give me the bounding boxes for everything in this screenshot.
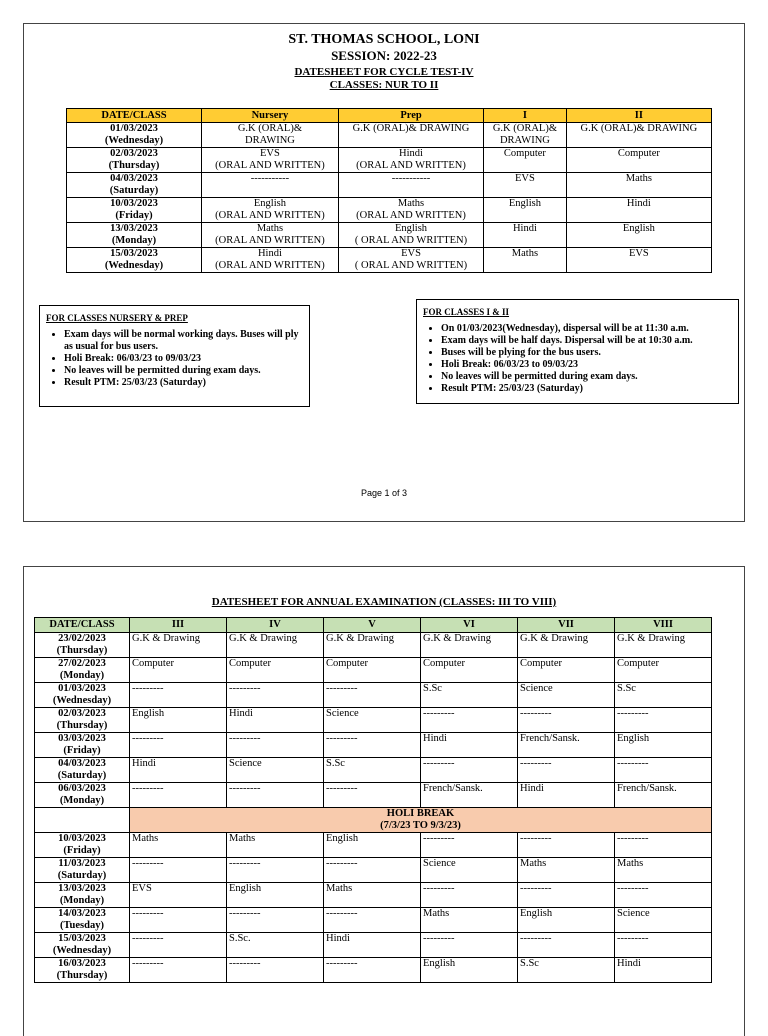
table-cell: --------- (421, 933, 518, 958)
subject-note: (ORAL AND WRITTEN) (356, 160, 466, 171)
table-cell: --------- (130, 733, 227, 758)
annual-exam-table (34, 617, 712, 983)
day-text: (Saturday) (57, 870, 107, 881)
table-cell: EVS (130, 883, 227, 908)
table-cell (202, 223, 339, 248)
table-header-row (67, 109, 712, 123)
date-cell (35, 733, 130, 758)
table-cell: English (421, 958, 518, 983)
table-cell: Hindi (421, 733, 518, 758)
table-row (67, 198, 712, 223)
note-item: • Exam days will be half days. Dispersal will be at 10:30 a.m. (441, 335, 738, 347)
classes-subtitle: CLASSES: NUR TO II (329, 79, 439, 91)
table-cell: --------- (227, 783, 324, 808)
header-class-ii: II (566, 109, 711, 123)
table-cell: --------- (227, 683, 324, 708)
page-2 (23, 566, 745, 1036)
table-cell (338, 223, 483, 248)
day-text: (Monday) (59, 670, 105, 681)
table-cell: --------- (324, 908, 421, 933)
table-cell (566, 123, 711, 148)
header-class-iii: III (130, 618, 227, 633)
subject-note: (ORAL AND WRITTEN) (356, 210, 466, 221)
date-cell (67, 198, 202, 223)
subject-text: English (253, 198, 286, 209)
table-cell: --------- (130, 958, 227, 983)
subject-note: ( ORAL AND WRITTEN) (354, 260, 468, 271)
table-row (35, 683, 712, 708)
date-cell (35, 958, 130, 983)
table-row (35, 758, 712, 783)
table-cell: --------- (130, 858, 227, 883)
table-row (35, 733, 712, 758)
table-row (35, 633, 712, 658)
table-cell: Maths (130, 833, 227, 858)
table-row (35, 708, 712, 733)
table-cell (202, 198, 339, 223)
page-number: Page 1 of 3 (360, 488, 408, 498)
header-class-i: I (484, 109, 567, 123)
header-date-class: DATE/CLASS (35, 618, 130, 633)
day-text: (Monday) (59, 795, 105, 806)
table-row (35, 908, 712, 933)
date-cell (35, 633, 130, 658)
date-cell (35, 908, 130, 933)
subject-text: Computer (503, 148, 546, 159)
day-text: (Friday) (115, 210, 153, 221)
table-cell: G.K & Drawing (227, 633, 324, 658)
day-text: (Thursday) (56, 645, 108, 656)
table-cell (484, 248, 567, 273)
subject-text: Maths (256, 223, 284, 234)
table-cell (338, 148, 483, 173)
table-cell: G.K & Drawing (324, 633, 421, 658)
page-gap (0, 523, 768, 565)
table-cell: Maths (518, 858, 615, 883)
subject-text: EVS (515, 173, 535, 184)
table-row (35, 933, 712, 958)
table-cell: --------- (421, 883, 518, 908)
table-cell: --------- (324, 783, 421, 808)
subject-text: English (394, 223, 428, 234)
table-cell: Maths (421, 908, 518, 933)
table-cell (484, 223, 567, 248)
date-cell (35, 783, 130, 808)
table-cell: --------- (324, 733, 421, 758)
date-text: 16/03/2023 (58, 958, 106, 969)
table-cell: --------- (518, 883, 615, 908)
subject-text: ----------- (391, 173, 431, 184)
table-cell: English (130, 708, 227, 733)
table-cell: Maths (324, 883, 421, 908)
date-text: 15/03/2023 (110, 248, 158, 259)
header-class-iv: IV (227, 618, 324, 633)
table-row (35, 783, 712, 808)
table-cell: Hindi (324, 933, 421, 958)
date-text: 01/03/2023 (58, 683, 106, 694)
table-cell: --------- (130, 683, 227, 708)
table-cell: Computer (227, 658, 324, 683)
date-text: 14/03/2023 (58, 908, 106, 919)
table-cell: Hindi (518, 783, 615, 808)
day-text: (Thursday) (56, 970, 108, 981)
table-cell: S.Sc (518, 958, 615, 983)
subject-text: G.K (ORAL)& DRAWING (352, 123, 470, 134)
table-cell: Science (324, 708, 421, 733)
school-name: ST. THOMAS SCHOOL, LONI (288, 32, 480, 47)
table-cell: G.K & Drawing (421, 633, 518, 658)
date-text: 10/03/2023 (110, 198, 158, 209)
day-text: (Tuesday) (60, 920, 104, 931)
table-cell (338, 173, 483, 198)
table-row (35, 858, 712, 883)
holi-break-dates: (7/3/23 TO 9/3/23) (380, 820, 461, 831)
table-cell (566, 148, 711, 173)
note-item: • Holi Break: 06/03/23 to 09/03/23 (441, 359, 738, 371)
notes-nursery-prep (39, 305, 310, 407)
table-cell: Science (227, 758, 324, 783)
subject-text: G.K (ORAL)& (492, 123, 558, 134)
day-text: (Wednesday) (52, 695, 112, 706)
table-cell (338, 198, 483, 223)
date-text: 02/03/2023 (58, 708, 106, 719)
header-prep: Prep (338, 109, 483, 123)
subject-note: (ORAL AND WRITTEN) (215, 260, 325, 271)
table-row (35, 833, 712, 858)
table-cell: Maths (615, 858, 712, 883)
date-cell (35, 658, 130, 683)
table-cell: --------- (615, 833, 712, 858)
table-cell (484, 148, 567, 173)
table-cell: G.K & Drawing (130, 633, 227, 658)
table-row (35, 958, 712, 983)
table-row (35, 883, 712, 908)
table-cell: --------- (227, 858, 324, 883)
date-cell (35, 833, 130, 858)
subject-text: English (622, 223, 655, 234)
notes-classes-i-ii (416, 299, 739, 404)
table-cell: --------- (130, 908, 227, 933)
table-cell: Computer (324, 658, 421, 683)
table-cell: English (518, 908, 615, 933)
date-text: 01/03/2023 (110, 123, 158, 134)
table-cell (484, 123, 567, 148)
notes-title: FOR CLASSES NURSERY & PREP (46, 313, 188, 323)
day-text: (Saturday) (109, 185, 159, 196)
table-cell: G.K & Drawing (518, 633, 615, 658)
holi-break-title: HOLI BREAK (386, 808, 455, 819)
note-item: • No leaves will be permitted during exam days. (441, 371, 738, 383)
header-nursery: Nursery (202, 109, 339, 123)
date-text: 06/03/2023 (58, 783, 106, 794)
subject-note: (ORAL AND WRITTEN) (215, 235, 325, 246)
note-item: • On 01/03/2023(Wednesday), dispersal will be at 11:30 a.m. (441, 323, 738, 335)
header-class-v: V (324, 618, 421, 633)
empty-cell (35, 808, 130, 833)
date-text: 04/03/2023 (110, 173, 158, 184)
date-cell (35, 708, 130, 733)
table-cell: --------- (518, 708, 615, 733)
date-cell (35, 683, 130, 708)
table-cell (484, 173, 567, 198)
note-item: • Buses will be plying for the bus users. (441, 347, 738, 359)
session-title: SESSION: 2022-23 (331, 48, 437, 63)
table-header-row (35, 618, 712, 633)
table-cell (484, 198, 567, 223)
subject-text: Hindi (399, 148, 423, 159)
table-cell: --------- (324, 958, 421, 983)
table-cell: --------- (130, 783, 227, 808)
subject-text: ----------- (250, 173, 290, 184)
table-cell: --------- (227, 958, 324, 983)
subject-text: Hindi (626, 198, 651, 209)
table-cell: G.K & Drawing (615, 633, 712, 658)
table-cell: --------- (615, 758, 712, 783)
date-cell (67, 148, 202, 173)
subject-text: EVS (401, 248, 421, 259)
annual-exam-title: DATESHEET FOR ANNUAL EXAMINATION (CLASSES: III TO VIII) (211, 596, 557, 608)
note-item: • Holi Break: 06/03/23 to 09/03/23 (64, 353, 309, 365)
table-row (67, 223, 712, 248)
subject-text: Hindi (257, 248, 282, 259)
date-text: 13/03/2023 (58, 883, 106, 894)
table-cell: Computer (421, 658, 518, 683)
day-text: (Monday) (59, 895, 105, 906)
notes-title: FOR CLASSES I & II (423, 307, 510, 317)
subject-text: G.K (ORAL)& DRAWING (580, 123, 698, 134)
table-cell: --------- (615, 883, 712, 908)
subject-text: G.K (ORAL)& (237, 123, 303, 134)
table-cell (566, 223, 711, 248)
table-cell: French/Sansk. (421, 783, 518, 808)
table-cell (566, 198, 711, 223)
subject-text: Hindi (512, 223, 537, 234)
date-cell (67, 123, 202, 148)
table-cell (338, 248, 483, 273)
table-row (35, 658, 712, 683)
table-cell: Computer (615, 658, 712, 683)
subject-text: Maths (397, 198, 425, 209)
date-cell (35, 933, 130, 958)
page-1 (23, 23, 745, 522)
subject-text: English (508, 198, 541, 209)
day-text: (Friday) (63, 745, 101, 756)
table-cell (202, 123, 339, 148)
note-item: • Result PTM: 25/03/23 (Saturday) (441, 383, 738, 395)
day-text: (Wednesday) (52, 945, 112, 956)
date-text: 02/03/2023 (110, 148, 158, 159)
table-cell (566, 248, 711, 273)
subject-text: Maths (511, 248, 539, 259)
date-text: 27/02/2023 (58, 658, 106, 669)
table-cell: Hindi (130, 758, 227, 783)
table-row (67, 173, 712, 198)
table-cell: --------- (421, 833, 518, 858)
table-cell: S.Sc (421, 683, 518, 708)
table-cell: English (227, 883, 324, 908)
table-row (67, 248, 712, 273)
date-text: 04/03/2023 (58, 758, 106, 769)
table-cell: English (615, 733, 712, 758)
subject-note: (ORAL AND WRITTEN) (215, 210, 325, 221)
date-text: 13/03/2023 (110, 223, 158, 234)
table-cell: French/Sansk. (518, 733, 615, 758)
table-cell: Maths (227, 833, 324, 858)
table-row (67, 123, 712, 148)
table-cell (202, 248, 339, 273)
header-class-vii: VII (518, 618, 615, 633)
table-cell: English (324, 833, 421, 858)
subject-note: ( ORAL AND WRITTEN) (354, 235, 468, 246)
table-cell: --------- (324, 683, 421, 708)
day-text: (Wednesday) (104, 260, 164, 271)
table-cell: --------- (421, 758, 518, 783)
day-text: (Thursday) (108, 160, 160, 171)
holi-break-row (35, 808, 712, 833)
table-cell: Computer (130, 658, 227, 683)
day-text: (Saturday) (57, 770, 107, 781)
header-class-vi: VI (421, 618, 518, 633)
table-cell: --------- (421, 708, 518, 733)
date-cell (67, 173, 202, 198)
date-text: 11/03/2023 (58, 858, 106, 869)
table-cell: Computer (518, 658, 615, 683)
table-cell: --------- (615, 708, 712, 733)
date-cell (35, 883, 130, 908)
table-cell: Hindi (227, 708, 324, 733)
table-cell: --------- (324, 858, 421, 883)
table-cell: --------- (227, 733, 324, 758)
date-text: 23/02/2023 (58, 633, 106, 644)
table-cell (566, 173, 711, 198)
table-cell: Science (518, 683, 615, 708)
table-cell: S.Sc (615, 683, 712, 708)
date-cell (35, 758, 130, 783)
table-cell: S.Sc. (227, 933, 324, 958)
table-cell: --------- (518, 833, 615, 858)
note-item: • No leaves will be permitted during exam days. (64, 365, 309, 377)
date-cell (67, 248, 202, 273)
date-cell (67, 223, 202, 248)
subject-text: EVS (628, 248, 649, 259)
table-cell: Science (615, 908, 712, 933)
table-cell: Hindi (615, 958, 712, 983)
table-cell: S.Sc (324, 758, 421, 783)
subject-note: DRAWING (499, 135, 550, 146)
date-text: 03/03/2023 (58, 733, 106, 744)
subject-note: (ORAL AND WRITTEN) (215, 160, 325, 171)
subject-note: DRAWING (244, 135, 295, 146)
header-date-class: DATE/CLASS (67, 109, 202, 123)
table-cell (202, 173, 339, 198)
subject-text: EVS (260, 148, 280, 159)
table-cell: --------- (130, 933, 227, 958)
holi-break-cell (130, 808, 712, 833)
table-cell: French/Sansk. (615, 783, 712, 808)
table-cell: --------- (518, 758, 615, 783)
date-text: 10/03/2023 (58, 833, 106, 844)
datesheet-title: DATESHEET FOR CYCLE TEST-IV (294, 66, 474, 78)
subject-text: Computer (617, 148, 660, 159)
table-cell: --------- (615, 933, 712, 958)
day-text: (Thursday) (56, 720, 108, 731)
table-row (67, 148, 712, 173)
table-cell (338, 123, 483, 148)
table-cell: --------- (227, 908, 324, 933)
table-cell: Science (421, 858, 518, 883)
table-cell: --------- (518, 933, 615, 958)
day-text: (Monday) (111, 235, 157, 246)
subject-text: Maths (625, 173, 652, 184)
header-class-viii: VIII (615, 618, 712, 633)
day-text: (Friday) (63, 845, 101, 856)
date-cell (35, 858, 130, 883)
date-text: 15/03/2023 (58, 933, 106, 944)
cycle-test-table (66, 108, 712, 273)
day-text: (Wednesday) (104, 135, 164, 146)
table-cell (202, 148, 339, 173)
note-item: • Exam days will be normal working days. Buses will ply as usual for bus users. (64, 329, 309, 353)
note-item: • Result PTM: 25/03/23 (Saturday) (64, 377, 309, 389)
